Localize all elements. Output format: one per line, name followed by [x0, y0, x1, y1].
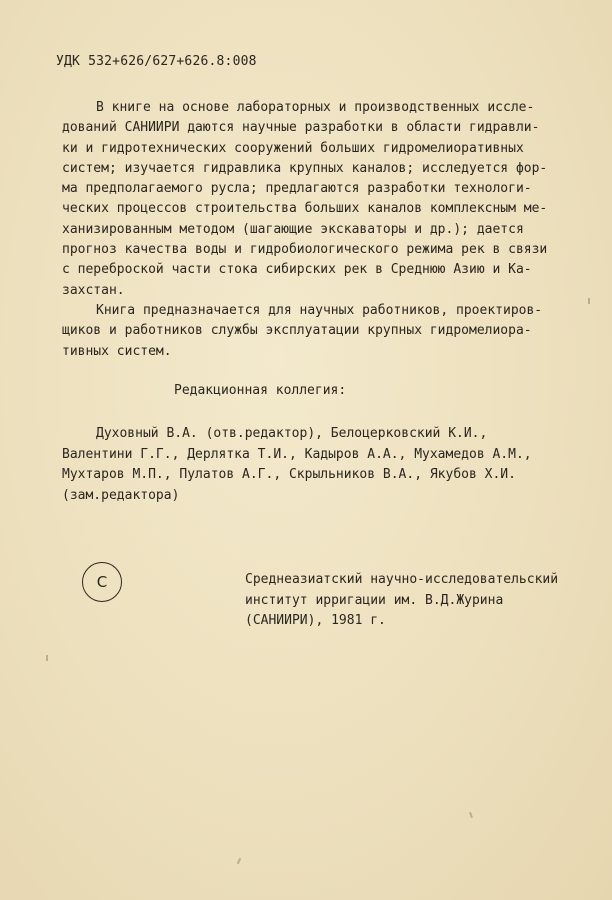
abstract — [62, 98, 562, 362]
paper-speck — [588, 298, 590, 304]
board-line: Валентини Г.Г., Дерлятка Т.И., Кадыров А.А., Мухамедов А.М., — [62, 446, 532, 462]
publisher-block — [245, 570, 585, 632]
abstract-line: ки и гидротехнических сооружений больших гидромелиоративных — [62, 140, 524, 156]
editorial-board-heading: Редакционная коллегия: — [174, 383, 347, 398]
paper-speck — [46, 655, 48, 661]
abstract-line: ма предполагаемого русла; предлагаются разработки технологи- — [62, 181, 532, 197]
publisher-line: институт ирригации им. В.Д.Журина — [245, 592, 504, 608]
abstract-line: ханизированным методом (шагающие экскаваторы и др.); дается — [62, 221, 524, 237]
abstract-line: с переброской части стока сибирских рек в Среднюю Азию и Ка- — [62, 262, 532, 278]
abstract-line: тивных систем. — [62, 343, 172, 359]
abstract-line: Книга предназначается для научных работников, проектиров- — [96, 302, 543, 318]
board-line: Мухтаров М.П., Пулатов А.Г., Скрыльников В.А., Якубов Х.И. — [62, 467, 516, 482]
abstract-line: дований САНИИРИ даются научные разработки в области гидравли- — [62, 120, 540, 136]
publisher-line: Среднеазиатский научно-исследовательский — [245, 572, 559, 587]
abstract-line: ческих процессов строительства больших каналов комплексным ме- — [62, 201, 548, 217]
paper-speck — [237, 858, 241, 864]
udk-code: УДК 532+626/627+626.8:008 — [56, 54, 257, 69]
copyright-icon: С — [82, 562, 122, 602]
publisher-line: (САНИИРИ), 1981 г. — [245, 613, 386, 628]
editorial-board-members — [62, 424, 562, 506]
board-line: (зам.редактора) — [62, 487, 180, 503]
abstract-line: В книге на основе лабораторных и производственных иссле- — [96, 100, 535, 115]
abstract-line: захстан. — [62, 282, 125, 298]
paper-speck — [469, 812, 473, 818]
abstract-line: систем; изучается гидравлика крупных каналов; исследуется фор- — [62, 160, 548, 176]
board-line: Духовный В.А. (отв.редактор), Белоцерковский К.И., — [96, 426, 488, 441]
abstract-line: щиков и работников службы эксплуатации крупных гидромелиора- — [62, 323, 532, 339]
abstract-line: прогноз качества воды и гидробиологического режима рек в связи — [62, 242, 548, 258]
